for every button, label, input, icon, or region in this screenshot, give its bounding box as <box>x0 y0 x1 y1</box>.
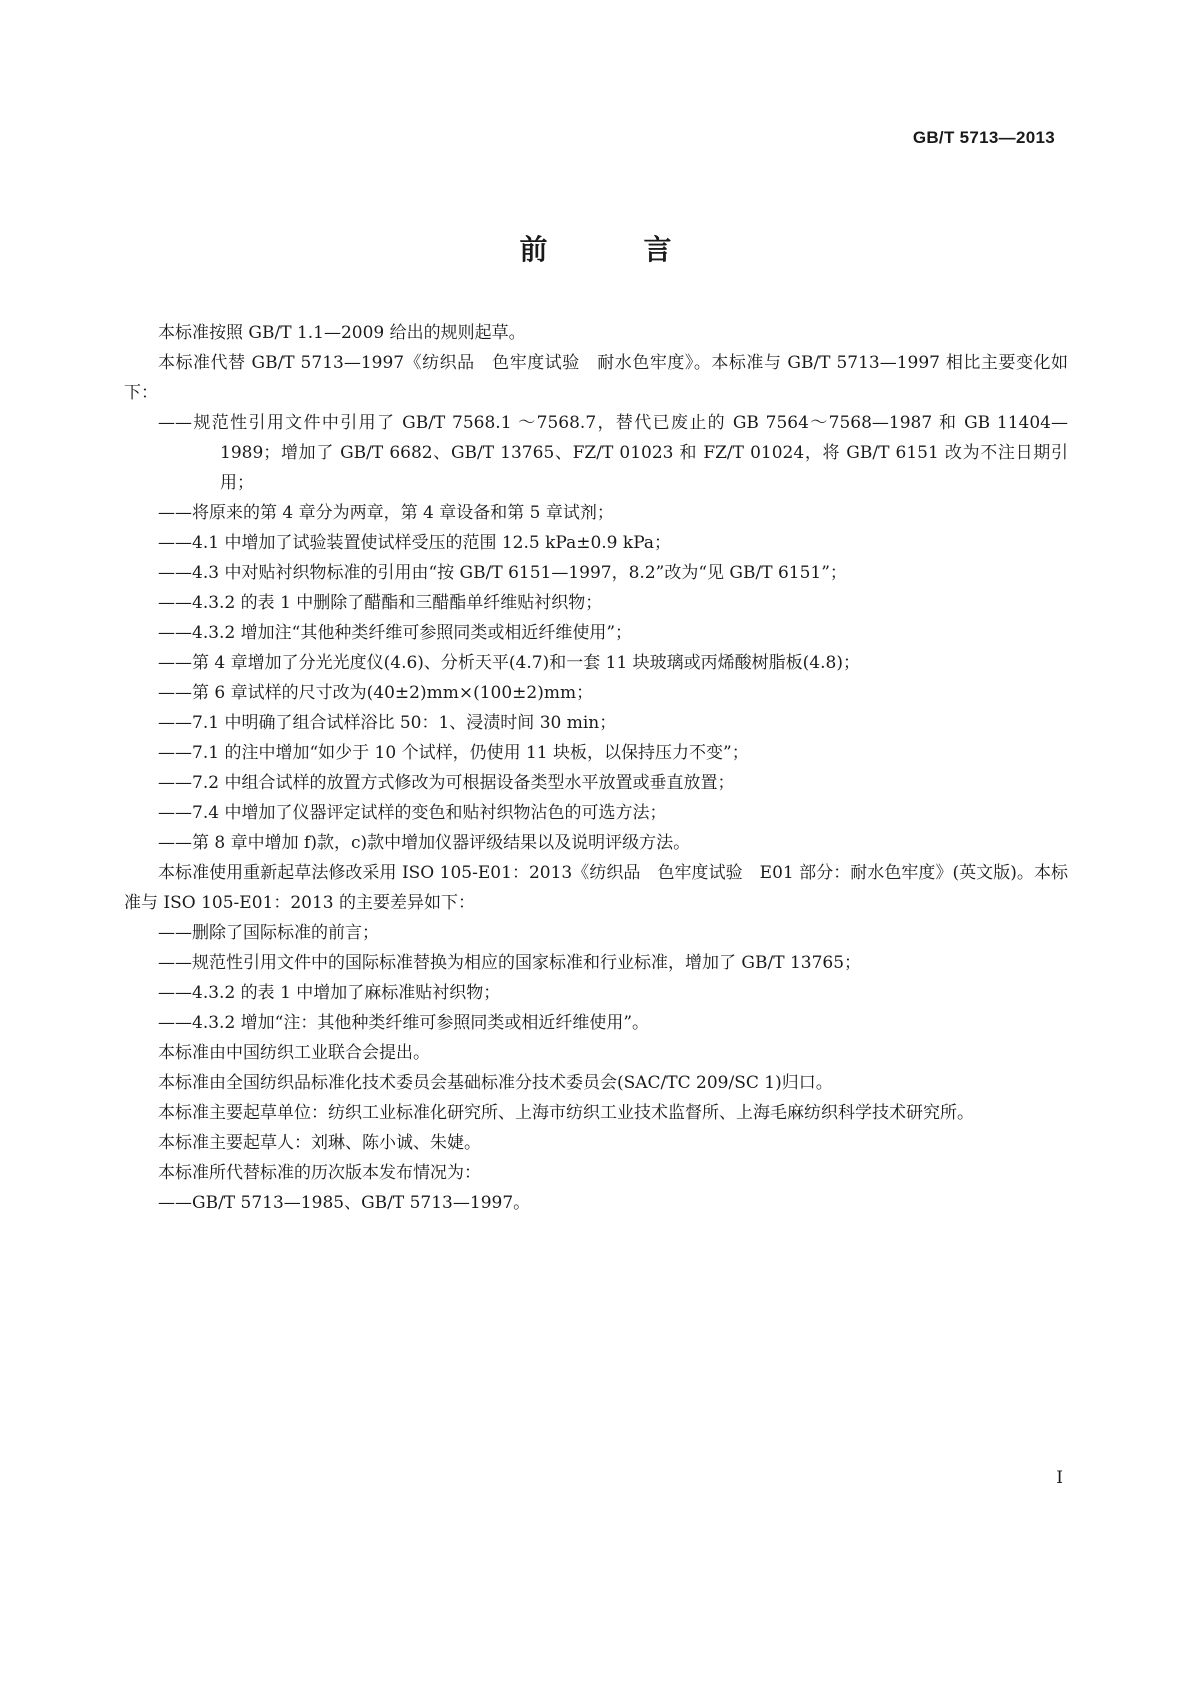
list-item: ——GB/T 5713—1985、GB/T 5713—1997。 <box>158 1193 531 1213</box>
paragraph-drafting-rules: 本标准按照 GB/T 1.1—2009 给出的规则起草。 <box>158 323 526 343</box>
paragraph-drafting-units: 本标准主要起草单位：纺织工业标准化研究所、上海市纺织工业技术监督所、上海毛麻纺织科学技术研究所。 <box>158 1103 974 1123</box>
list-item: ——第 6 章试样的尺寸改为(40±2)mm×(100±2)mm； <box>158 683 594 703</box>
list-item: ——4.3 中对贴衬织物标准的引用由“按 GB/T 6151—1997，8.2”改为“见 GB/T 6151”； <box>158 563 847 583</box>
list-item: ——规范性引用文件中引用了 GB/T 7568.1 ～7568.7，替代已废止的 GB 7564～7568—1987 和 GB 11404—1989；增加了 GB/T 6682、GB/T 13765、FZ/T 01023 和 FZ/T 01024，将 GB/T 6151 改为不注日期引用； <box>158 413 1068 493</box>
paragraph-history: 本标准所代替标准的历次版本发布情况为： <box>158 1163 481 1183</box>
document-body <box>124 318 1068 1218</box>
page-number: I <box>1056 1468 1063 1488</box>
list-item: ——第 8 章中增加 f)款，c)款中增加仪器评级结果以及说明评级方法。 <box>158 833 691 853</box>
list-item: ——规范性引用文件中的国际标准替换为相应的国家标准和行业标准，增加了 GB/T 13765； <box>158 953 862 973</box>
paragraph-under-jurisdiction: 本标准由全国纺织品标准化技术委员会基础标准分技术委员会(SAC/TC 209/SC 1)归口。 <box>158 1073 833 1093</box>
list-item: ——将原来的第 4 章分为两章，第 4 章设备和第 5 章试剂； <box>158 503 614 523</box>
list-item: ——7.1 中明确了组合试样浴比 50：1、浸渍时间 30 min； <box>158 713 617 733</box>
standard-code: GB/T 5713—2013 <box>912 128 1055 147</box>
list-item: ——4.3.2 增加注“其他种类纤维可参照同类或相近纤维使用”； <box>158 623 633 643</box>
list-item: ——4.3.2 的表 1 中增加了麻标准贴衬织物； <box>158 983 501 1003</box>
paragraph-replaces: 本标准代替 GB/T 5713—1997《纺织品 色牢度试验 耐水色牢度》。本标准与 GB/T 5713—1997 相比主要变化如下： <box>124 353 1068 403</box>
list-item: ——4.1 中增加了试验装置使试样受压的范围 12.5 kPa±0.9 kPa； <box>158 533 672 553</box>
list-item: ——删除了国际标准的前言； <box>158 923 379 943</box>
paragraph-iso-adoption: 本标准使用重新起草法修改采用 ISO 105-E01：2013《纺织品 色牢度试验 E01 部分：耐水色牢度》(英文版)。本标准与 ISO 105-E01：2013 的主要差异如下： <box>124 863 1068 913</box>
list-item: ——7.1 的注中增加“如少于 10 个试样，仍使用 11 块板，以保持压力不变”； <box>158 743 749 763</box>
paragraph-proposed-by: 本标准由中国纺织工业联合会提出。 <box>158 1043 430 1063</box>
page-title: 前 言 <box>519 233 706 266</box>
list-item: ——4.3.2 增加“注：其他种类纤维可参照同类或相近纤维使用”。 <box>158 1013 650 1033</box>
list-item: ——第 4 章增加了分光光度仪(4.6)、分析天平(4.7)和一套 11 块玻璃或丙烯酸树脂板(4.8)； <box>158 653 860 673</box>
list-item: ——7.4 中增加了仪器评定试样的变色和贴衬织物沾色的可选方法； <box>158 803 667 823</box>
paragraph-drafters: 本标准主要起草人：刘琳、陈小诚、朱婕。 <box>158 1133 481 1153</box>
list-item: ——4.3.2 的表 1 中删除了醋酯和三醋酯单纤维贴衬织物； <box>158 593 603 613</box>
list-item: ——7.2 中组合试样的放置方式修改为可根据设备类型水平放置或垂直放置； <box>158 773 735 793</box>
